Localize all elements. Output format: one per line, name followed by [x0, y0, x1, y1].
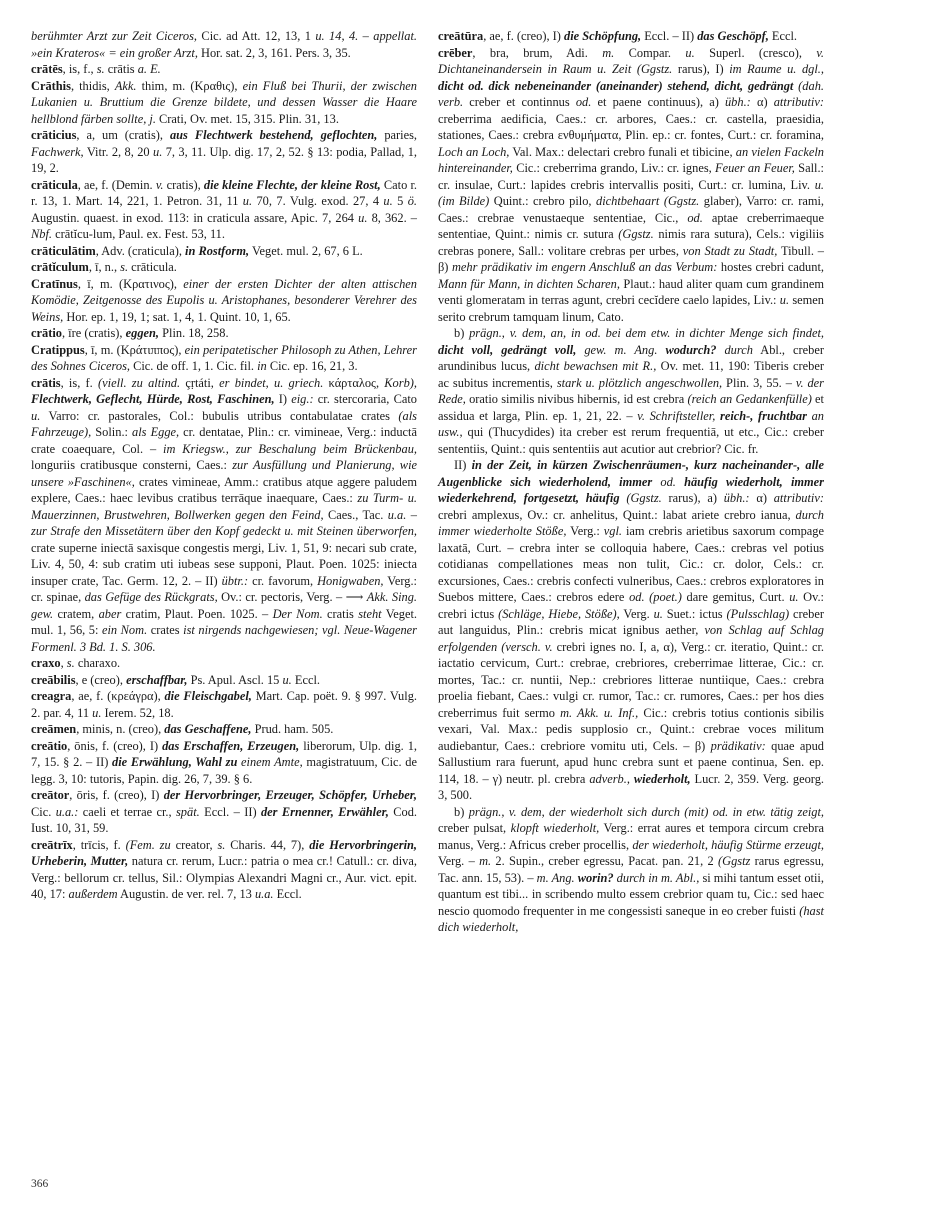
italic-text: s. [217, 837, 226, 852]
italic-text: prägn., v. dem, an, in od. bei dem etw. in dichter Menge sich findet, [469, 326, 824, 340]
plain-text: 8, 362. – [367, 210, 417, 225]
italic-text: im Kriegsw., zur Beschalung beim Brückenbau, [163, 441, 417, 456]
translation: worin? [577, 870, 614, 885]
italic-text: v. Dichtaneinandersein in Raum u. Zeit (Ggstz. [438, 45, 825, 76]
plain-text: b) [454, 326, 470, 340]
plain-text: , ae, f. (creo), I) [483, 29, 565, 43]
italic-text: einem Amte, [241, 755, 303, 769]
translation: Flechtwerk, Geflecht, Hürde, Rost, Faschinen, [31, 392, 275, 406]
plain-text: Val. Max.: delectari crebro funali et tibicine, [509, 144, 736, 159]
plain-text: Cic.: creberrima grando, Liv.: cr. ignes, [512, 161, 716, 175]
italic-text: prädikativ: [710, 738, 766, 753]
italic-text: Feuer an Feuer, [715, 161, 795, 175]
plain-text: Compar. [614, 45, 686, 60]
italic-text: prägn., v. dem, der wiederholt sich durch (mit) od. in etw. tätig zeigt, [468, 804, 824, 819]
translation: häufig wiederholt, immer wiederkehrend, fortgesetzt, häufig [438, 474, 824, 505]
plain-text: , [60, 656, 67, 670]
plain-text: creberrima aedificia, Caes.: cr. arbores, Caes.: cr. castella, praesidia, stationes, Caes.: crebra ενθυμήματα, Plin. ep.: cr. fontes, Curt.: cr. foramina, [438, 111, 824, 142]
italic-text: (Ggstz. [618, 227, 654, 241]
plain-text: Lucr. 2, 359. Verg. georg. 3, 500. [438, 771, 824, 802]
plain-text: Plaut.: haud aliter quam cum grandinem venti glomeratam in terras agunt, crebri cecĭdere caelo lapides, Liv.: [438, 276, 824, 307]
plain-text: crātis [104, 62, 138, 76]
translation: aus Flechtwerk bestehend, geflochten, [169, 128, 378, 142]
plain-text: si mihi tantum esset otii, quantum est tibi... in scribendo multo essem crebrior quam tu, Cic.: sed haec nescio quomodo frequenter in me congessisti saneque in eo creber fuisti [438, 870, 824, 918]
plain-text: α) [750, 95, 774, 109]
plain-text: , īre (cratis), [61, 326, 126, 340]
italic-text: berühmter Arzt zur Zeit Ciceros, [31, 29, 198, 43]
italic-text: Der Nom. [272, 606, 323, 621]
plain-text: Cic. ep. 16, 21, 3. [266, 359, 358, 373]
plain-text: crātĭcu-lum, Paul. ex. Fest. 53, 11. [52, 227, 225, 241]
plain-text: Eccl. [768, 29, 798, 43]
plain-text: 5 [392, 194, 408, 208]
plain-text: rarus), a) [661, 491, 724, 505]
plain-text: cr. favorum, [248, 573, 318, 588]
plain-text: qui (Thucydides) ita creber est rerum frequentiā, ut etc., Cic.: creber sententiis, Quint.: quis sententiis aut acutior aut crebrior? Cic. fr. [438, 425, 824, 456]
plain-text: Cod. Iust. 10, 31, 59. [31, 804, 417, 835]
italic-text: Mann für Mann, in dichten Scharen, [438, 276, 620, 291]
translation: die Hervorbringerin, Urheberin, Mutter, [31, 837, 418, 868]
translation: die Erwählung, Wahl zu [112, 755, 238, 769]
plain-text: Ov.: cr. pectoris, Verg. – ⟶ [217, 590, 367, 604]
italic-text: Korb), [384, 375, 417, 390]
italic-text: (Pulsschlag) [726, 606, 790, 621]
dictionary-entry [438, 325, 824, 457]
italic-text: klopft wiederholt, [510, 821, 600, 835]
italic-text: im Raume u. dgl., [729, 62, 824, 76]
plain-text: creber et continnus [463, 95, 576, 109]
italic-text: a. E. [137, 62, 161, 76]
dictionary-entry [31, 28, 417, 61]
plain-text: Cic. ad Att. 12, 13, 1 [197, 29, 316, 43]
translation: der Ernenner, Erwähler, [260, 804, 389, 819]
dictionary-entry [438, 804, 824, 936]
headword: crāticius [31, 128, 77, 142]
plain-text: cratem, [53, 606, 99, 621]
italic-text: vgl. [603, 524, 623, 538]
italic-text: dicht bewachsen mit R., [534, 359, 657, 373]
plain-text: Eccl. – II) [641, 29, 698, 43]
italic-text: m. [479, 854, 492, 868]
italic-text: u. 14, 4. – appellat. »ein Krateros« = ein großer Arzt, [31, 29, 417, 60]
plain-text: – [406, 507, 417, 522]
plain-text: et assidua et larga, Plin. ep. 1, 21, 22. – [438, 392, 824, 423]
dictionary-entry [31, 721, 417, 738]
italic-text: (Fem. zu [125, 837, 171, 852]
italic-text: Nbf. [31, 227, 52, 241]
plain-text: , ī, m. (Κρατινος), [77, 276, 184, 291]
italic-text: steht [358, 606, 382, 621]
italic-text: an usw., [438, 408, 824, 439]
italic-text: übh.: [724, 95, 751, 109]
dictionary-entry [31, 276, 417, 326]
dictionary-entry [31, 177, 417, 243]
italic-text: zur Strafe den Missetätern über den Kopf gedeckt u. mit Steinen überworfen, [31, 524, 417, 538]
headword: crāticulātim [31, 243, 96, 258]
italic-text: u.a. [254, 887, 274, 901]
plain-text: caeli et terrae cr., [78, 804, 176, 819]
plain-text: crebri amplexus, Ov.: cr. anhelitus, Quint.: labat ariete crebro ianua, [438, 507, 796, 522]
plain-text: crāticula. [128, 260, 177, 274]
plain-text: , ae, f. (Demin. [77, 177, 156, 192]
italic-text: das Gefüge des Rückgrats, [84, 590, 218, 604]
headword: Cratippus [31, 342, 85, 357]
plain-text: crates vimineae, Amm.: cratibus atque aggere paludem explere, Caes.: haec levibus cratibus terrāque inaequare, Caes.: [31, 474, 417, 505]
plain-text: dare gemitus, Curt. [681, 590, 790, 604]
dictionary-entry [31, 375, 417, 656]
plain-text: Hor. ep. 1, 19, 1; sat. 1, 4, 1. Quint. 10, 1, 65. [63, 309, 291, 324]
italic-text: der wiederholt, häufig Stürme erzeugt, [632, 837, 824, 852]
italic-text: u. [31, 408, 41, 423]
italic-text: durch [724, 342, 753, 357]
plain-text: Verg. – [438, 854, 480, 868]
dictionary-entry [31, 738, 417, 788]
italic-text: von Schlag auf Schlag erfolgenden (versch. v. [438, 623, 824, 654]
italic-text: durch [616, 870, 646, 885]
italic-text: u. [153, 144, 163, 159]
plain-text: , ī, m. (Κράτιππος), [84, 342, 185, 357]
dictionary-entry [31, 787, 417, 837]
plain-text: Eccl. [273, 887, 302, 901]
italic-text: u.a.: [55, 804, 79, 819]
headword: crātio [31, 326, 62, 340]
dictionary-entry [31, 325, 417, 342]
plain-text: Abl., creber arundinibus lucus, [438, 342, 824, 373]
translation: reich-, fruchtbar [720, 408, 807, 423]
plain-text: Varro: cr. pastorales, Col.: bubulis utribus contabulatae crates [40, 408, 399, 423]
plain-text: , ī, n., [88, 260, 121, 274]
translation: eggen, [125, 326, 160, 340]
italic-text: m. Akk. u. Inf., [560, 705, 639, 720]
italic-text: (Schläge, Hiebe, Stöße), [498, 606, 620, 621]
italic-text: u.a. [387, 507, 407, 522]
plain-text: Quint.: crebro pilo, [489, 194, 597, 208]
plain-text: creator, [170, 837, 218, 852]
italic-text: u. (im Bilde) [438, 177, 824, 208]
dictionary-entry [438, 45, 824, 326]
plain-text: cratis), [163, 177, 204, 192]
plain-text: 70, 7. Vulg. exod. 27, 4 [252, 194, 384, 208]
dictionary-entry [31, 259, 417, 276]
italic-text: in m. Abl., [648, 870, 700, 885]
plain-text: Caes., Tac. [323, 507, 388, 522]
italic-text: eig.: [291, 392, 314, 406]
plain-text: Eccl. [291, 672, 320, 687]
italic-text: m. Ang. [536, 870, 575, 885]
plain-text: Charis. 44, 7), [225, 837, 310, 852]
plain-text: I) [274, 392, 292, 406]
italic-text: (Ggstz [718, 854, 751, 868]
italic-text: u. [789, 590, 799, 604]
italic-text: gew. m. Ang. [584, 342, 658, 357]
plain-text: Mart. Cap. poët. 9. § 997. Vulg. 2. par. 4, 11 [31, 689, 417, 720]
plain-text: Suet.: ictus [662, 606, 727, 621]
plain-text: Veget. mul. 2, 67, 6 L. [249, 243, 363, 258]
plain-text: iam crebris arietibus saxorum compage laxatā, Curt. – crebra inter se colloquia habere, Caes.: crebras vel potius cotidianas compellationes meas non tulit, Cic.: cr. dolor, Cels.: cr. excursiones, Caes.: crebris confecti vulneribus, Caes.: crebros exploratores in Suebos mittere, Caes.: crebros edere [438, 524, 824, 604]
translation: das Erschaffen, Erzeugen, [162, 738, 300, 753]
italic-text: (viell. zu altind. [98, 375, 181, 390]
dictionary-entry [438, 457, 824, 804]
plain-text: Vitr. 2, 8, 20 [83, 144, 154, 159]
plain-text: natura cr. rerum, Lucr.: patria o mea cr.! Catull.: cr. diva, Verg.: bellorum cr. tellus, Sil.: Olympias Alexandri Magni cr., Aur. vict. epit. 40, 17: [31, 854, 417, 901]
plain-text: cratis [322, 606, 359, 621]
dictionary-entry [31, 688, 417, 721]
italic-text: attributiv: [773, 95, 824, 109]
italic-text: übh.: [723, 491, 750, 505]
plain-text: , ōris, f. (creo), I) [69, 788, 164, 802]
italic-text: er bindet, u. griech. [219, 375, 324, 390]
headword: creātio [31, 738, 68, 753]
plain-text: çṛtáti, [180, 375, 220, 390]
dictionary-entry [31, 243, 417, 260]
plain-text: Verg. [619, 606, 654, 621]
translation: in der Zeit, in kürzen Zwischenräumen-, kurz nacheinander-, alle Augenblicke sich wiederholend, immer [438, 458, 824, 489]
headword: creāmen [31, 722, 77, 736]
italic-text: (Ggstz. [626, 491, 662, 505]
plain-text: Prud. ham. 505. [251, 722, 334, 736]
dictionary-entry [438, 28, 824, 45]
plain-text: , is, f. [60, 375, 99, 390]
italic-text: s. [120, 260, 129, 274]
headword: creātor [31, 788, 70, 802]
headword: crātis [31, 375, 61, 390]
italic-text: attributiv: [773, 491, 824, 505]
dictionary-entry [31, 655, 417, 672]
translation: die Fleischgabel, [164, 689, 252, 703]
plain-text: paries, [377, 128, 417, 142]
headword: Cratīnus [31, 276, 78, 291]
plain-text: cr. stercoraria, Cato [313, 392, 417, 406]
italic-text: ö. [407, 194, 418, 208]
plain-text: , a, um (cratis), [76, 128, 170, 142]
plain-text: rarus egressu, Tac. ann. 15, 53). – [438, 854, 824, 885]
headword: creābilis [31, 672, 76, 687]
translation: der Hervorbringer, Erzeuger, Schöpfer, Urheber, [163, 788, 417, 802]
plain-text: , ae, f. (κρεάγρα), [71, 689, 165, 703]
plain-text: Augustin. quaest. in exod. 113: in craticula assare, Apic. 7, 264 [31, 210, 359, 225]
italic-text: durch immer wiederholte Stöße, [438, 507, 824, 538]
plain-text: , bra, brum, Adi. [472, 45, 603, 60]
italic-text: (als Fahrzeuge), [31, 408, 417, 439]
dictionary-entry [31, 837, 417, 903]
plain-text: Crati, Ov. met. 15, 315. Plin. 31, 13. [155, 111, 339, 126]
plain-text: , Adv. (craticula), [95, 243, 186, 258]
headword: crāticula [31, 177, 78, 192]
translation: das Geschaffene, [164, 722, 252, 736]
plain-text: 7, 3, 11. Ulp. dig. 17, 2, 52. § 13: podia, Pallad, 1, 19, 2. [31, 144, 417, 175]
italic-text: Loch an Loch, [438, 144, 510, 159]
italic-text: s. [96, 62, 105, 76]
plain-text: Tibull. – β) [438, 243, 824, 274]
translation: erschaffbar, [126, 672, 188, 687]
italic-text: zu Turm- u. Mauerzinnen, Brustwehren, Bollwerken gegen den Feind, [31, 491, 417, 522]
plain-text: glaber), Varro: cr. rami, Caes.: crebrae venustaeque sententiae, Cic., [438, 194, 824, 225]
plain-text: Cic. de off. 1, 1. Cic. fil. [130, 359, 258, 373]
plain-text: Ov.: crebri ictus [438, 590, 824, 621]
plain-text: Plin. 18, 258. [159, 326, 229, 340]
plain-text: , thidis, [70, 78, 115, 93]
plain-text: rarus), I) [672, 62, 730, 76]
plain-text: 2. Supin., creber egressu, Pacat. pan. 21, 2 [491, 854, 718, 868]
italic-text: u. [653, 606, 663, 621]
italic-text: u. [779, 293, 790, 307]
translation: das Geschöpf, [697, 29, 769, 43]
plain-text: Eccl. – II) [199, 804, 261, 819]
italic-text: zur Ausfüllung und Planierung, wie unsere »Faschinen«, [31, 458, 418, 489]
headword: crātĭculum [31, 260, 89, 274]
plain-text: crebri ignes no. I, a, α), Verg.: cr. iteratio, Quint.: cr. iactatio cervicum, Curt.: crebrae, crebriores, creberrimae litterae, Cic.: cr. mortes, Tac.: cr. nuntii, Nep.: crebriores litterae nuntiique, Caes.: crebra proelia fiebant, Caes.: vulgi cr. rumor, Tac.: cr. rumores, Caes.: per hos dies creberrimus fuit sermo [438, 639, 824, 720]
dictionary-entry [31, 342, 417, 375]
italic-text: u. [358, 210, 368, 225]
plain-text: crate superne iniectā saxisque congestis mergi, Liv. 1, 51, 9: necari sub crate, Liv. 4, 50, 4: sub cratim uti iubeas sese supponi, Plaut. Poen. 1025: iniecta insuper crate, Tac. Germ. 12, 2. – II) [31, 540, 417, 588]
italic-text: (reich an Gedankenfülle) [687, 392, 812, 406]
italic-text: s. [66, 656, 75, 670]
italic-text: adverb., [589, 771, 630, 786]
italic-text: u. [242, 194, 253, 208]
dictionary-entry [31, 61, 417, 78]
translation: die kleine Flechte, der kleine Rost, [203, 177, 381, 192]
italic-text: als Egge, [132, 425, 180, 439]
plain-text: α) [749, 491, 774, 505]
translation: dicht voll, gedrängt voll, [438, 342, 577, 357]
plain-text: hostes crebri cadunt, [717, 260, 824, 274]
translation: die Schöpfung, [564, 29, 642, 43]
headword: craxo [31, 656, 61, 670]
italic-text: u. [383, 194, 393, 208]
plain-text: Verg.: cr. spinae, [31, 573, 417, 604]
italic-text: Honigwaben, [317, 573, 384, 588]
headword: Crāthis [31, 78, 71, 93]
italic-text: mehr prädikativ im engern Anschluß an das Verbum: [451, 260, 718, 274]
italic-text: ein Fluß bei Thurii, der zwischen Lukanien u. Bruttium die Grenze bildete, und dessen Wasser die Haare hellblond färben sollte, j. [31, 78, 418, 126]
italic-text: Fachwerk, [31, 144, 84, 159]
italic-text: übtr.: [221, 573, 249, 588]
plain-text: Ierem. 52, 18. [101, 705, 174, 720]
headword: crēber [438, 45, 473, 60]
plain-text: Ps. Apul. Ascl. 15 [187, 672, 283, 687]
italic-text: od. (poet.) [629, 590, 682, 604]
italic-text: m. [602, 45, 615, 60]
translation: in Rostform, [185, 243, 250, 258]
translation: wiederholt, [633, 771, 691, 786]
italic-text: Akk. Sing. gew. [31, 590, 417, 621]
plain-text: Hor. sat. 2, 3, 161. Pers. 3, 35. [197, 45, 351, 60]
page-number: 366 [31, 1178, 49, 1190]
plain-text: b) [454, 804, 469, 819]
italic-text: Akk. [114, 78, 137, 93]
plain-text: nimis rara sutura), Cels.: vigiliis crebras ponere, Sall.: volitare crebras per urbes, [438, 227, 824, 258]
italic-text: von Stadt zu Stadt, [682, 243, 778, 258]
italic-text: u. [282, 672, 292, 687]
plain-text: quae apud Sallustium rara fuerunt, apud hunc crebra sunt et paene continua, Sen. ep. 114, 18. – γ) neutr. pl. crebra [438, 738, 824, 786]
italic-text: v. [155, 177, 164, 192]
plain-text: Superl. (cresco), [694, 45, 817, 60]
plain-text: semen serito crebrum tamquam linum, Cato. [438, 293, 824, 324]
italic-text: v. der Rede, [438, 375, 824, 406]
plain-text: II) [454, 458, 472, 472]
plain-text: cr. dentatae, Plin.: cr. vimineae, Verg.: inductā crate coaequare, Col. – [31, 425, 417, 456]
italic-text: stark u. plötzlich angeschwollen, [556, 375, 723, 390]
plain-text: creber aut languidus, Plin.: crebris micat ignibus aether, [438, 606, 824, 637]
italic-text: u. [685, 45, 695, 60]
headword: creātrīx [31, 837, 73, 852]
left-column [31, 28, 417, 903]
dictionary-entry [31, 78, 417, 128]
plain-text: κάρταλος, [323, 375, 385, 390]
plain-text: Sall.: cr. insulae, Curt.: lapides crebris intervallis positi, Curt.: cr. lumina, Liv. [438, 161, 824, 192]
plain-text: Verg.: errat aures et tempora circum crebra manus, Verg.: Africus creber procellis, [438, 821, 824, 852]
italic-text: ein peripatetischer Philosoph zu Athen, Lehrer des Sohnes Ciceros, [31, 342, 417, 373]
headword: creagra [31, 689, 72, 703]
italic-text: (hast dich wiederholt, [438, 903, 824, 934]
italic-text: spät. [175, 804, 200, 819]
dictionary-entry [31, 672, 417, 689]
headword: creātūra [438, 29, 484, 43]
italic-text: in [257, 359, 267, 373]
plain-text: Ov. met. 11, 190: Tiberis creber ac subitus incrementis, [438, 359, 824, 390]
plain-text: Cato r. r. 13, 1. Mart. 14, 221, 1. Petron. 31, 11 [31, 177, 417, 208]
italic-text: od. [660, 474, 676, 489]
plain-text: Augustin. de ver. rel. 7, 13 [117, 887, 255, 901]
dictionary-entry [31, 127, 417, 177]
plain-text: creber pulsat, [438, 821, 511, 835]
italic-text: aber [98, 606, 122, 621]
italic-text: einer der ersten Dichter der alten attischen Komödie, Zeitgenosse des Eupolis u. Aristophanes, besonderer Verehrer des Weins, [31, 276, 417, 324]
plain-text: , minis, n. (creo), [76, 722, 165, 736]
italic-text: dichtbehaart (Ggstz. [596, 194, 700, 208]
italic-text: u. [92, 705, 102, 720]
plain-text: Solin.: [91, 425, 133, 439]
italic-text: außerdem [68, 887, 118, 901]
plain-text: thim, m. (Κραθις), [136, 78, 243, 93]
plain-text: liberorum, Ulp. dig. 1, 7, 15. § 2. – II) [31, 738, 417, 769]
italic-text: ist nirgends nachgewiesen; vgl. Neue-Wagener Formenl. 3 Bd. 1. S. 306. [31, 623, 418, 654]
plain-text: Cic.: crebris totius contionis sibilis vexari, Val. Max.: pedis supplosio cr., Quint.: crebrae voces militum audiebantur, Caes.: crebriore vomitu uti, Cels. – β) [438, 705, 825, 753]
plain-text: oratio similis nivibus hibernis, id est crebra [465, 392, 688, 406]
translation: dicht od. dick nebeneinander (aneinander) stehend, dicht, gedrängt [438, 78, 794, 93]
plain-text: cratim, Plaut. Poen. 1025. – [121, 606, 273, 621]
plain-text: , is, f., [62, 62, 97, 76]
plain-text: crates [147, 623, 184, 637]
plain-text: , ōnis, f. (creo), I) [67, 738, 163, 753]
italic-text: ein Nom. [101, 623, 148, 637]
plain-text: Veget. mul. 1, 56, 5: [31, 606, 418, 637]
plain-text [676, 475, 684, 489]
italic-text: od. [575, 95, 592, 109]
plain-text: Cic. [31, 804, 56, 819]
right-column [438, 28, 824, 936]
headword: crātēs [31, 62, 63, 76]
italic-text: od. [687, 210, 703, 225]
plain-text: longuriis cratibusque consterni, Caes.: [31, 458, 233, 472]
plain-text: Plin. 3, 55. – [722, 375, 796, 390]
plain-text: charaxo. [74, 656, 121, 670]
italic-text: (dah. verb. [438, 78, 824, 109]
plain-text: , trīcis, f. [72, 837, 126, 852]
plain-text: aptae creberrimaeque sententiae, Quint.: nimis cr. sutura [438, 210, 824, 241]
plain-text: magistratuum, Cic. de legg. 3, 10: tutoris, Papin. dig. 26, 7, 39. § 6. [31, 755, 417, 786]
plain-text: Verg.: [566, 524, 604, 538]
italic-text: v. Schriftsteller, [637, 408, 716, 423]
plain-text: et paene continuus), a) [591, 95, 725, 109]
translation: wodurch? [665, 342, 717, 357]
plain-text: , e (creo), [75, 672, 127, 687]
italic-text: an vielen Fackeln hintereinander, [438, 144, 824, 175]
